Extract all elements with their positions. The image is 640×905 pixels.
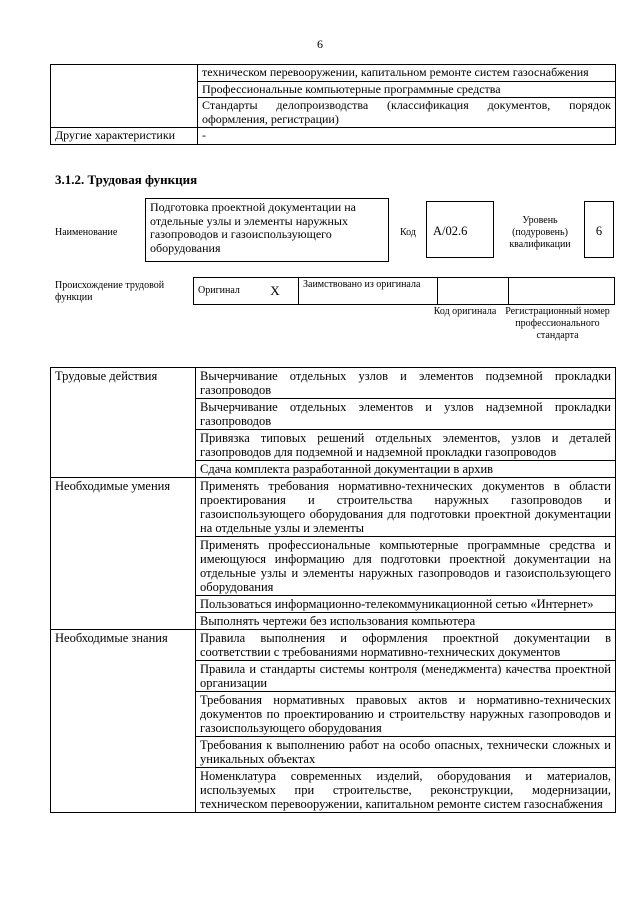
table-row: [51, 478, 616, 537]
origin-label: Происхождение трудовой функции: [55, 280, 165, 303]
group-label: Необходимые знания: [51, 630, 196, 813]
row-item: Профессиональные компьютерные программные средства: [198, 81, 616, 98]
table-row: [51, 128, 616, 145]
group-item: Применять требования нормативно-технических документов в области проектирования и строительства наружных газопроводов и газоиспользующего оборудования для подготовки проектной документации на отдельные узлы и элементы: [196, 478, 616, 537]
group-item: Номенклатура современных изделий, оборудования и материалов, используемых при строительстве, реконструкции, модернизации, техническом перевооружении, капитальном ремонте систем газоснабжения: [196, 768, 616, 813]
original-label: Оригинал: [194, 278, 253, 305]
group-item: Вычерчивание отдельных узлов и элементов подземной прокладки газопроводов: [196, 368, 616, 399]
group-item: Привязка типовых решений отдельных элементов, узлов и деталей газопроводов для подземной и надземной прокладки газопроводов: [196, 430, 616, 461]
table-row: [51, 368, 616, 399]
group-item: Применять профессиональные компьютерные программные средства и имеющуюся информацию для подготовки проектной документации на отдельные узлы и элементы наружных газопроводов и газоиспользующего оборудования: [196, 537, 616, 596]
group-item: Выполнять чертежи без использования компьютера: [196, 613, 616, 630]
main-table: [50, 367, 616, 813]
row-label: Другие характеристики: [51, 128, 198, 145]
group-item: Пользоваться информационно-телекоммуникационной сетью «Интернет»: [196, 596, 616, 613]
code-label: Код: [400, 227, 416, 238]
name-value: Подготовка проектной документации на отдельные узлы и элементы наружных газопроводов и газоиспользующего оборудования: [145, 198, 389, 262]
page-number: 6: [317, 37, 323, 51]
origin-table: [193, 277, 615, 305]
group-label: Трудовые действия: [51, 368, 196, 478]
original-mark: X: [252, 278, 299, 305]
reg-number-label: Регистрационный номер профессионального стандарта: [505, 306, 610, 341]
row-item: -: [198, 128, 616, 145]
level-label: Уровень (подуровень) квалификации: [509, 215, 571, 250]
group-item: Требования нормативных правовых актов и нормативно-технических документов по проектированию и строительству наружных газопроводов и газоиспользующего оборудования: [196, 692, 616, 737]
row-item: Стандарты делопроизводства (классификация документов, порядок оформления, регистрации): [198, 98, 616, 128]
group-item: Правила выполнения и оформления проектной документации в соответствии с требованиями нормативно-технических документов: [196, 630, 616, 661]
group-label: Необходимые умения: [51, 478, 196, 630]
row-label: [51, 65, 198, 128]
section-title: 3.1.2. Трудовая функция: [55, 172, 198, 187]
reg-number-cell: [509, 278, 615, 305]
group-item: Правила и стандарты системы контроля (менеджмента) качества проектной организации: [196, 661, 616, 692]
row-item: техническом перевооружении, капитальном ремонте систем газоснабжения: [198, 65, 616, 82]
code-original-label: Код оригинала: [433, 306, 497, 317]
table-row: [194, 278, 615, 305]
code-original-cell: [438, 278, 509, 305]
borrowed-label: Заимствовано из оригинала: [299, 278, 438, 305]
table-row: [51, 65, 616, 82]
continuation-table: [50, 64, 616, 145]
name-label: Наименование: [55, 227, 118, 238]
group-item: Сдача комплекта разработанной документации в архив: [196, 461, 616, 478]
code-value: A/02.6: [426, 201, 494, 258]
level-value: 6: [584, 201, 614, 258]
group-item: Требования к выполнению работ на особо опасных, технически сложных и уникальных объектах: [196, 737, 616, 768]
table-row: [51, 630, 616, 661]
group-item: Вычерчивание отдельных элементов и узлов надземной прокладки газопроводов: [196, 399, 616, 430]
